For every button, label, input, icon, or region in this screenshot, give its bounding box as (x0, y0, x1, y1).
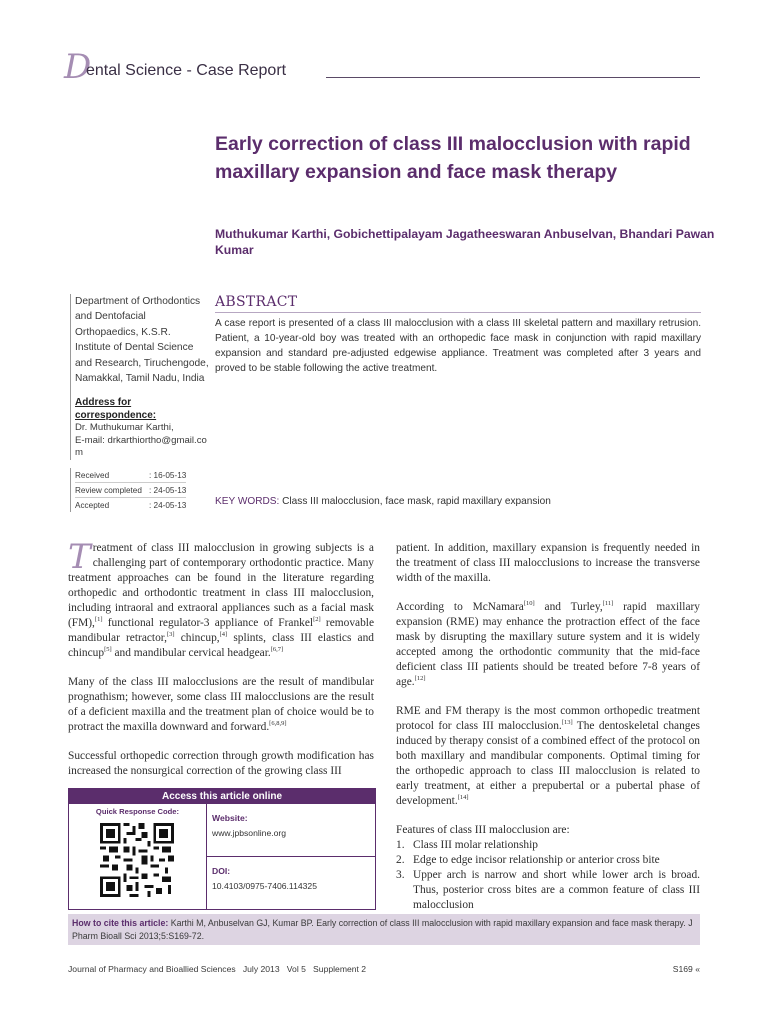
date-label: Accepted (75, 498, 149, 513)
qr-code-icon[interactable] (100, 823, 174, 897)
list-number: 2. (396, 854, 405, 866)
section-header (64, 47, 700, 87)
body-paragraph (396, 704, 700, 809)
text-run: chincup, (174, 632, 220, 644)
keywords (215, 495, 701, 509)
page-number: S169 « (672, 964, 700, 974)
text-run: functional regulator-3 appliance of Frankel (102, 617, 314, 629)
keywords-label: KEY WORDS: (215, 496, 280, 507)
body-paragraph (68, 675, 374, 735)
website-label: Website: (212, 813, 248, 823)
body-paragraph (396, 600, 700, 690)
citation-ref: [2] (313, 616, 321, 624)
access-info (207, 804, 375, 909)
features-list (396, 838, 700, 913)
list-item (396, 868, 700, 913)
citation-ref: [12] (414, 675, 426, 683)
text-run: The dentoskeletal changes induced by therapy consist of a combined effect of the protocol on both maxillary and mandibular components. Optimal timing for the orthopedic approach to class III malocclusion is related to early treatment, at either a prepubertal or a pubertal phase of development. (396, 720, 700, 807)
date-row (75, 483, 186, 498)
citation-ref: [10] (523, 600, 535, 608)
list-text: Upper arch is narrow and short while lower arch is broad. Thus, posterior cross bites are a common feature of class III malocclusion (413, 869, 700, 911)
citation-ref: [11] (602, 600, 614, 608)
abstract-text: A case report is presented of a class III malocclusion with a class III skeletal pattern and maxillary retrusion. Patient, a 10-year-old boy was treated with an orthopedic face mask in conjunction with rapid maxillary expansion and standard pre-adjusted edgewise appliance. Treatment was completed after 3 years and proved to be stable following the active treatment. (215, 318, 701, 374)
qr-label: Quick Response Code: (95, 807, 180, 816)
citation-ref: [3] (166, 631, 175, 639)
website-link[interactable]: www.jpbsonline.org (212, 828, 287, 838)
list-number: 1. (396, 839, 405, 851)
section-title: ental Science - Case Report (86, 62, 287, 79)
citation-ref: [6,8,9] (269, 720, 287, 728)
list-text: Class III molar relationship (413, 839, 538, 851)
address-heading: Address for correspondence: (75, 397, 157, 422)
qr-column (69, 804, 207, 909)
text-run: reatment of class III malocclusion in growing subjects is a challenging part of contemporary orthodontic practice. Many treatment approaches can be found in the literature regarding orthopedic and orthodontic treatment in class III malocclusion, including intraoral and extraoral appliances such as a facial mask (FM), (68, 542, 374, 629)
citation-ref: [5] (104, 646, 112, 654)
citation-ref: [13] (561, 719, 573, 727)
date-value: : 16-05-13 (149, 470, 187, 480)
text-run: and Turley, (534, 601, 603, 613)
list-item (396, 838, 700, 853)
access-article-box (68, 788, 376, 910)
features-intro: Features of class III malocclusion are: (396, 824, 570, 836)
list-number: 3. (396, 869, 405, 881)
article-title: Early correction of class III malocclusion with rapid maxillary expansion and face mask therapy (215, 133, 691, 183)
list-item (396, 853, 700, 868)
date-row (75, 468, 186, 483)
address-name: Dr. Muthukumar Karthi, (75, 422, 174, 434)
text-run: According to McNamara (396, 601, 524, 613)
date-value: : 24-05-13 (149, 498, 186, 513)
citation-ref: [14] (457, 794, 469, 802)
text-run: and mandibular cervical headgear. (111, 647, 271, 659)
address-email: E-mail: drkarthiortho@gmail.com (75, 434, 207, 459)
body-paragraph: patient. In addition, maxillary expansion is frequently needed in the treatment of class III malocclusions to increase the transverse width of the maxilla. (396, 542, 700, 584)
website-row (207, 804, 375, 857)
access-heading: Access this article online (69, 789, 375, 804)
citation-label: How to cite this article: (72, 918, 169, 928)
text-run: splints, class III elastics and chincup (68, 632, 374, 659)
date-value: : 24-05-13 (149, 483, 186, 498)
doi-label: DOI: (212, 866, 231, 876)
citation-ref: [1] (94, 616, 103, 624)
doi-row (207, 857, 375, 909)
drop-cap: T (68, 537, 91, 577)
citation-ref: [4] (219, 631, 228, 639)
body-column-right (396, 541, 700, 913)
keywords-text: Class III malocclusion, face mask, rapid maxillary expansion (282, 496, 551, 507)
date-label: Received (75, 470, 110, 480)
citation-ref: [6,7] (270, 646, 284, 654)
list-text: Edge to edge incisor relationship or anterior cross bite (413, 854, 660, 866)
header-rule (326, 77, 700, 78)
article-dates (70, 468, 209, 512)
section-initial: D (64, 47, 92, 87)
text-run: rapid maxillary expansion (RME) may enhance the protraction effect of the face mask by disrupting the maxillary suture system and it is widely accepted among the orthodontic community that the mid-face deficient class III patients should be treated before 7-8 years of age. (396, 601, 700, 688)
body-paragraph (68, 537, 374, 661)
affiliation: Department of Orthodontics and Dentofacial Orthopaedics, K.S.R. Institute of Dental Science and Research, Tiruchengode, Namakkal, Tamil Nadu, India (75, 296, 209, 385)
citation-text: Karthi M, Anbuselvan GJ, Kumar BP. Early correction of class III malocclusion with rapid maxillary expansion and face mask therapy. J Pharm Bioall Sci 2013;5:S169-72. (72, 918, 693, 941)
text-run: RME and FM therapy is the most common orthopedic treatment protocol for class III malocclusion. (396, 705, 700, 732)
doi-link[interactable]: 10.4103/0975-7406.114325 (212, 881, 317, 891)
abstract-heading: ABSTRACT (215, 294, 298, 310)
text-run: removable mandibular retractor, (68, 617, 374, 644)
citation-box (68, 914, 700, 945)
body-paragraph: Successful orthopedic correction through growth modification has increased the nonsurgical correction of the growing class III (68, 750, 374, 777)
body-column-left (68, 537, 374, 793)
page-footer (68, 964, 700, 974)
date-row (75, 498, 186, 513)
journal-info: Journal of Pharmacy and Bioallied Sciences July 2013 Vol 5 Supplement 2 (68, 964, 367, 974)
sidebar (70, 294, 209, 460)
date-label: Review completed (75, 483, 149, 498)
text-run: Many of the class III malocclusions are the result of mandibular prognathism; however, some class III malocclusions are the result of a deficient maxilla and the treatment plan of choice would be to protract the maxilla downward and forward. (68, 676, 374, 733)
abstract-rule (215, 312, 701, 313)
article-authors: Muthukumar Karthi, Gobichettipalayam Jagatheeswaran Anbuselvan, Bhandari Pawan Kumar (215, 227, 715, 257)
